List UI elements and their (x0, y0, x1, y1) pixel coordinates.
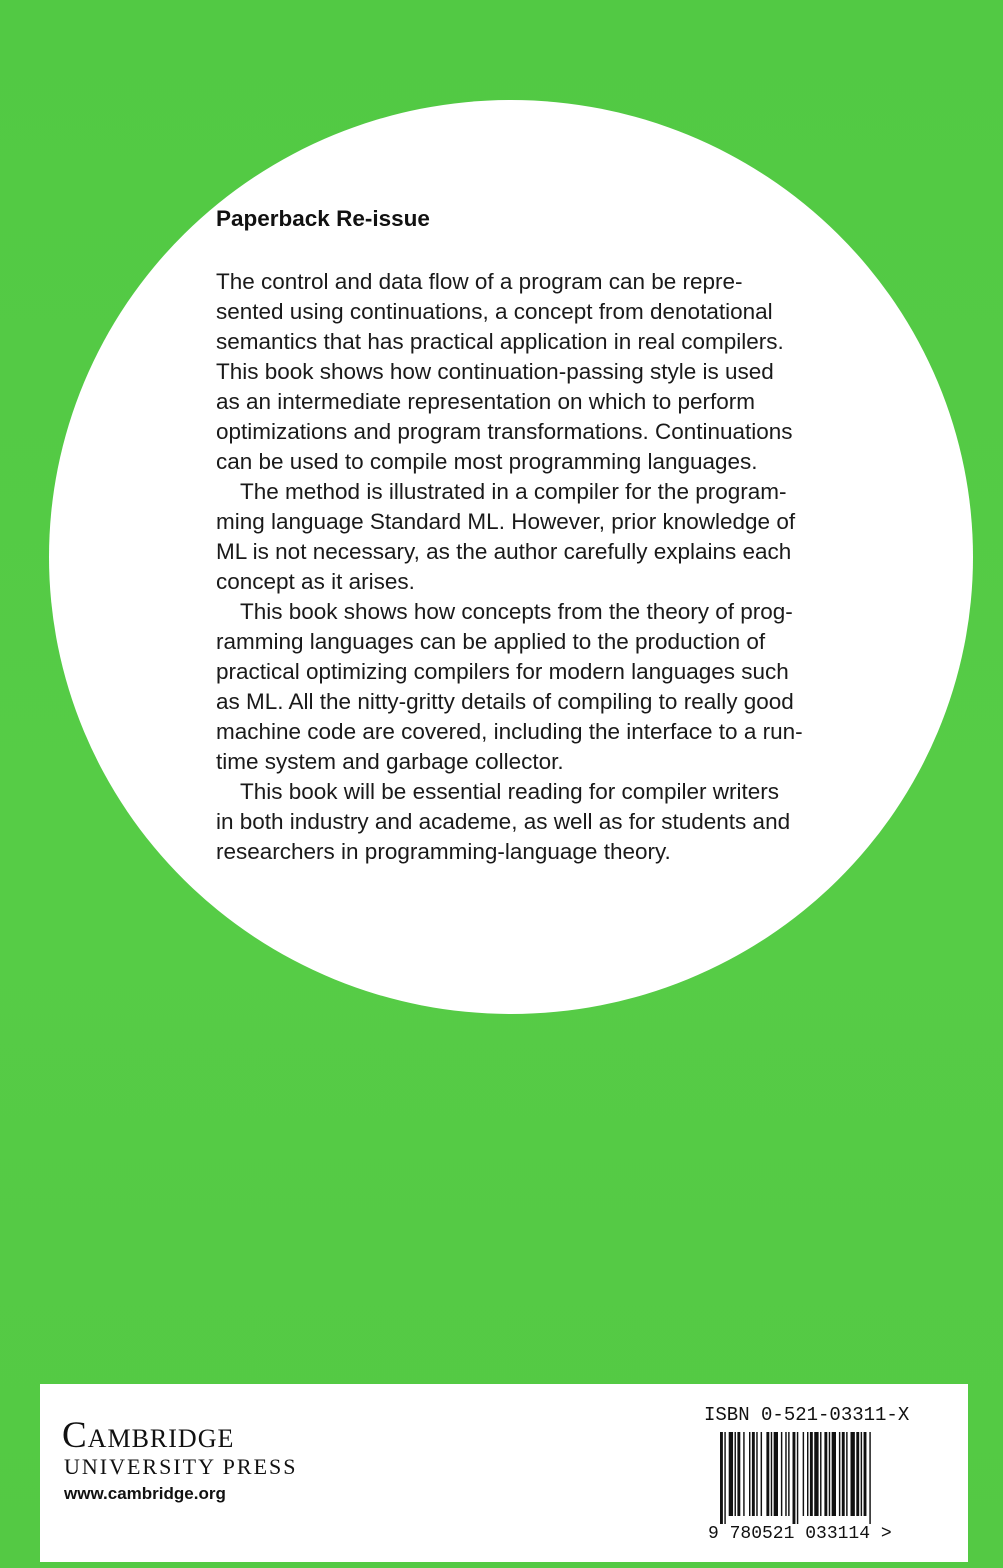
barcode-bar (810, 1432, 813, 1516)
barcode-bar (752, 1432, 755, 1516)
blurb-line: concept as it arises. (216, 569, 415, 594)
barcode-bar (756, 1432, 757, 1516)
blurb-line: ramming languages can be applied to the production of (216, 629, 766, 654)
barcode-bar (861, 1432, 862, 1516)
blurb-line: sented using continuations, a concept from denotational (216, 299, 773, 324)
barcode-bar (807, 1432, 808, 1516)
blurb-line: practical optimizing compilers for modern languages such (216, 659, 789, 684)
barcode-bar (820, 1432, 821, 1516)
blurb-line: researchers in programming-language theory. (216, 839, 671, 864)
barcode-bar (785, 1432, 786, 1516)
barcode-bar (869, 1432, 870, 1524)
blurb (216, 204, 864, 867)
blurb-line: in both industry and academe, as well as for students and (216, 809, 791, 834)
barcode-bar (781, 1432, 782, 1516)
barcode-bar (735, 1432, 736, 1516)
barcode-bar (771, 1432, 772, 1516)
blurb-paragraph-3 (216, 597, 864, 777)
blurb-line: as an intermediate representation on which to perform (216, 389, 756, 414)
barcode (704, 1432, 956, 1542)
blurb-heading: Paperback Re-issue (216, 206, 430, 231)
blurb-paragraph-2 (216, 477, 864, 597)
barcode-bar (814, 1432, 818, 1516)
blurb-line: ML is not necessary, as the author carefully explains each (216, 539, 792, 564)
blurb-line: This book shows how concepts from the theory of prog- (240, 599, 793, 624)
barcode-bar (720, 1432, 723, 1524)
barcode-bar (842, 1432, 845, 1516)
blurb-line: can be used to compile most programming languages. (216, 449, 758, 474)
barcode-bar (864, 1432, 867, 1516)
barcode-bar (766, 1432, 769, 1516)
barcode-digits: 9 780521 033114 > (708, 1524, 892, 1542)
barcode-bar (737, 1432, 740, 1516)
barcode-bar (749, 1432, 750, 1516)
blurb-line: optimizations and program transformations. Continuations (216, 419, 793, 444)
publisher-panel (40, 1384, 968, 1562)
barcode-bar (729, 1432, 733, 1516)
barcode-bar (743, 1432, 744, 1516)
blurb-paragraph-4 (216, 777, 864, 867)
publisher-subtitle: UNIVERSITY PRESS (64, 1454, 298, 1479)
blurb-line: as ML. All the nitty-gritty details of compiling to really good (216, 689, 794, 714)
barcode-bar (724, 1432, 725, 1524)
barcode-bar (803, 1432, 804, 1516)
blurb-line: machine code are covered, including the interface to a run- (216, 719, 803, 744)
barcode-bar (832, 1432, 836, 1516)
publisher-name: Cambridge (62, 1415, 235, 1456)
barcode-bar (774, 1432, 778, 1516)
barcode-bar (851, 1432, 855, 1516)
barcode-bar (824, 1432, 827, 1516)
blurb-line: time system and garbage collector. (216, 749, 564, 774)
isbn-label: ISBN 0-521-03311-X (704, 1404, 910, 1426)
barcode-bar (839, 1432, 840, 1516)
barcode-bar (829, 1432, 830, 1516)
barcode-bars (720, 1432, 871, 1524)
barcode-bar (788, 1432, 789, 1516)
blurb-line: semantics that has practical application in real compilers. (216, 329, 784, 354)
publisher-url: www.cambridge.org (64, 1484, 226, 1503)
blurb-line: The control and data flow of a program can be repre- (216, 269, 743, 294)
barcode-bar (761, 1432, 762, 1516)
blurb-line: The method is illustrated in a compiler for the program- (240, 479, 787, 504)
barcode-bar (856, 1432, 859, 1516)
blurb-line: This book will be essential reading for compiler writers (240, 779, 779, 804)
blurb-line: ming language Standard ML. However, prior knowledge of (216, 509, 796, 534)
blurb-line: This book shows how continuation-passing style is used (216, 359, 774, 384)
barcode-bar (793, 1432, 796, 1524)
barcode-bar (846, 1432, 847, 1516)
barcode-bar (797, 1432, 798, 1524)
blurb-paragraph-1 (216, 267, 864, 477)
